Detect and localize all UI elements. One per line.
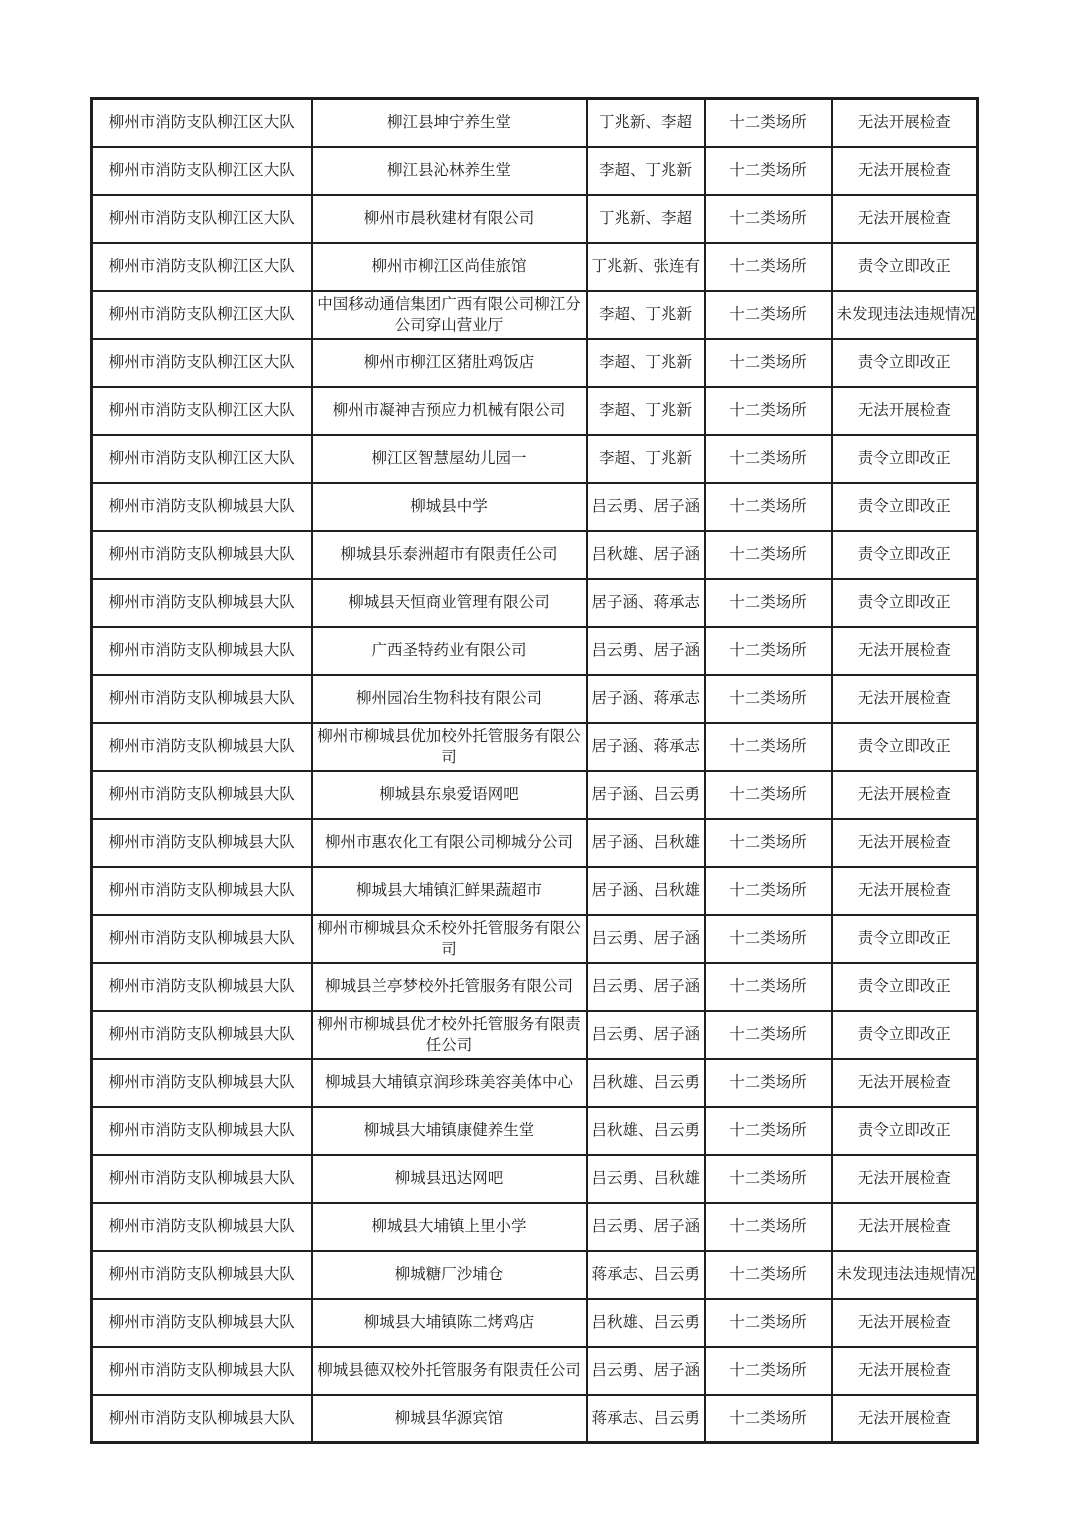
cell-department: 柳州市消防支队柳城县大队: [92, 579, 312, 627]
table-row: [92, 387, 978, 435]
cell-department: 柳州市消防支队柳城县大队: [92, 1347, 312, 1395]
cell-result: 责令立即改正: [832, 915, 978, 963]
cell-result: 无法开展检查: [832, 867, 978, 915]
cell-inspectors: 丁兆新、李超: [587, 195, 705, 243]
cell-category: 十二类场所: [705, 1155, 832, 1203]
table-row: [92, 99, 978, 147]
cell-department: 柳州市消防支队柳城县大队: [92, 1011, 312, 1059]
cell-place-name: 柳城县中学: [312, 483, 587, 531]
cell-place-name: 柳江县坤宁养生堂: [312, 99, 587, 147]
cell-result: 责令立即改正: [832, 483, 978, 531]
cell-inspectors: 吕云勇、居子涵: [587, 1011, 705, 1059]
cell-inspectors: 吕秋雄、吕云勇: [587, 1107, 705, 1155]
cell-result: 无法开展检查: [832, 1395, 978, 1443]
cell-inspectors: 吕秋雄、吕云勇: [587, 1059, 705, 1107]
cell-inspectors: 吕云勇、居子涵: [587, 627, 705, 675]
cell-place-name: 柳城县德双校外托管服务有限责任公司: [312, 1347, 587, 1395]
cell-category: 十二类场所: [705, 1011, 832, 1059]
cell-category: 十二类场所: [705, 147, 832, 195]
cell-result: 未发现违法违规情况: [832, 1251, 978, 1299]
cell-inspectors: 吕云勇、吕秋雄: [587, 1155, 705, 1203]
cell-category: 十二类场所: [705, 1107, 832, 1155]
cell-department: 柳州市消防支队柳城县大队: [92, 819, 312, 867]
table-row: [92, 435, 978, 483]
cell-category: 十二类场所: [705, 867, 832, 915]
table-row: [92, 1395, 978, 1443]
cell-result: 无法开展检查: [832, 819, 978, 867]
cell-department: 柳州市消防支队柳城县大队: [92, 1155, 312, 1203]
cell-inspectors: 吕秋雄、吕云勇: [587, 1299, 705, 1347]
cell-place-name: 柳城县大埔镇陈二烤鸡店: [312, 1299, 587, 1347]
cell-inspectors: 吕云勇、居子涵: [587, 1203, 705, 1251]
table-row: [92, 339, 978, 387]
cell-category: 十二类场所: [705, 1203, 832, 1251]
cell-place-name: 柳江区智慧屋幼儿园一: [312, 435, 587, 483]
cell-inspectors: 居子涵、蒋承志: [587, 675, 705, 723]
cell-inspectors: 吕秋雄、居子涵: [587, 531, 705, 579]
cell-result: 责令立即改正: [832, 243, 978, 291]
table-row: [92, 1299, 978, 1347]
table-row: [92, 195, 978, 243]
cell-place-name: 中国移动通信集团广西有限公司柳江分公司穿山营业厅: [312, 291, 587, 339]
cell-place-name: 柳城县天恒商业管理有限公司: [312, 579, 587, 627]
cell-result: 责令立即改正: [832, 435, 978, 483]
table-row: [92, 1059, 978, 1107]
cell-result: 无法开展检查: [832, 1059, 978, 1107]
cell-result: 无法开展检查: [832, 1299, 978, 1347]
table-row: [92, 963, 978, 1011]
cell-place-name: 柳州市柳城县众禾校外托管服务有限公司: [312, 915, 587, 963]
cell-category: 十二类场所: [705, 1395, 832, 1443]
cell-result: 未发现违法违规情况: [832, 291, 978, 339]
cell-category: 十二类场所: [705, 1251, 832, 1299]
cell-category: 十二类场所: [705, 963, 832, 1011]
cell-inspectors: 吕云勇、居子涵: [587, 963, 705, 1011]
cell-category: 十二类场所: [705, 771, 832, 819]
cell-result: 责令立即改正: [832, 963, 978, 1011]
cell-department: 柳州市消防支队柳城县大队: [92, 1395, 312, 1443]
table-body: [92, 99, 978, 1443]
cell-inspectors: 丁兆新、李超: [587, 99, 705, 147]
cell-result: 无法开展检查: [832, 1347, 978, 1395]
cell-place-name: 柳城县乐泰洲超市有限责任公司: [312, 531, 587, 579]
cell-department: 柳州市消防支队柳城县大队: [92, 915, 312, 963]
cell-category: 十二类场所: [705, 387, 832, 435]
cell-inspectors: 吕云勇、居子涵: [587, 915, 705, 963]
cell-category: 十二类场所: [705, 1059, 832, 1107]
table-row: [92, 579, 978, 627]
cell-department: 柳州市消防支队柳江区大队: [92, 195, 312, 243]
cell-department: 柳州市消防支队柳城县大队: [92, 627, 312, 675]
table-row: [92, 531, 978, 579]
cell-department: 柳州市消防支队柳城县大队: [92, 1107, 312, 1155]
cell-result: 责令立即改正: [832, 1107, 978, 1155]
cell-place-name: 柳城县迅达网吧: [312, 1155, 587, 1203]
cell-category: 十二类场所: [705, 435, 832, 483]
table-row: [92, 243, 978, 291]
cell-result: 责令立即改正: [832, 1011, 978, 1059]
cell-inspectors: 李超、丁兆新: [587, 435, 705, 483]
table-row: [92, 627, 978, 675]
table-row: [92, 675, 978, 723]
table-row: [92, 1155, 978, 1203]
cell-department: 柳州市消防支队柳城县大队: [92, 723, 312, 771]
table-row: [92, 1107, 978, 1155]
cell-place-name: 柳城县大埔镇汇鲜果蔬超市: [312, 867, 587, 915]
cell-department: 柳州市消防支队柳城县大队: [92, 531, 312, 579]
table-row: [92, 915, 978, 963]
cell-category: 十二类场所: [705, 195, 832, 243]
cell-category: 十二类场所: [705, 99, 832, 147]
cell-inspectors: 李超、丁兆新: [587, 387, 705, 435]
cell-inspectors: 吕云勇、居子涵: [587, 1347, 705, 1395]
cell-result: 责令立即改正: [832, 723, 978, 771]
cell-department: 柳州市消防支队柳江区大队: [92, 99, 312, 147]
cell-inspectors: 居子涵、吕秋雄: [587, 867, 705, 915]
table-row: [92, 819, 978, 867]
cell-department: 柳州市消防支队柳城县大队: [92, 867, 312, 915]
cell-department: 柳州市消防支队柳城县大队: [92, 675, 312, 723]
table-row: [92, 1251, 978, 1299]
cell-result: 无法开展检查: [832, 1155, 978, 1203]
cell-department: 柳州市消防支队柳城县大队: [92, 963, 312, 1011]
cell-department: 柳州市消防支队柳城县大队: [92, 1203, 312, 1251]
cell-place-name: 柳城县兰亭梦校外托管服务有限公司: [312, 963, 587, 1011]
cell-department: 柳州市消防支队柳江区大队: [92, 291, 312, 339]
cell-category: 十二类场所: [705, 243, 832, 291]
cell-category: 十二类场所: [705, 915, 832, 963]
cell-inspectors: 居子涵、蒋承志: [587, 723, 705, 771]
table-row: [92, 771, 978, 819]
cell-result: 无法开展检查: [832, 627, 978, 675]
cell-place-name: 柳城县大埔镇上里小学: [312, 1203, 587, 1251]
cell-department: 柳州市消防支队柳江区大队: [92, 435, 312, 483]
cell-place-name: 柳江县沁林养生堂: [312, 147, 587, 195]
cell-result: 无法开展检查: [832, 675, 978, 723]
cell-place-name: 柳州市柳江区猪肚鸡饭店: [312, 339, 587, 387]
cell-inspectors: 居子涵、吕秋雄: [587, 819, 705, 867]
cell-place-name: 广西圣特药业有限公司: [312, 627, 587, 675]
cell-place-name: 柳州市柳江区尚佳旅馆: [312, 243, 587, 291]
cell-inspectors: 丁兆新、张连有: [587, 243, 705, 291]
cell-category: 十二类场所: [705, 291, 832, 339]
cell-department: 柳州市消防支队柳江区大队: [92, 387, 312, 435]
table-row: [92, 1011, 978, 1059]
table-row: [92, 723, 978, 771]
table-row: [92, 483, 978, 531]
cell-result: 无法开展检查: [832, 1203, 978, 1251]
cell-department: 柳州市消防支队柳江区大队: [92, 147, 312, 195]
cell-inspectors: 吕云勇、居子涵: [587, 483, 705, 531]
cell-inspectors: 李超、丁兆新: [587, 291, 705, 339]
cell-category: 十二类场所: [705, 675, 832, 723]
cell-place-name: 柳州市柳城县优才校外托管服务有限责任公司: [312, 1011, 587, 1059]
cell-category: 十二类场所: [705, 483, 832, 531]
cell-category: 十二类场所: [705, 1299, 832, 1347]
cell-result: 责令立即改正: [832, 531, 978, 579]
cell-category: 十二类场所: [705, 531, 832, 579]
cell-place-name: 柳州市晨秋建材有限公司: [312, 195, 587, 243]
cell-place-name: 柳城县大埔镇康健养生堂: [312, 1107, 587, 1155]
cell-place-name: 柳州市惠农化工有限公司柳城分公司: [312, 819, 587, 867]
cell-department: 柳州市消防支队柳江区大队: [92, 243, 312, 291]
cell-place-name: 柳城县大埔镇京润珍珠美容美体中心: [312, 1059, 587, 1107]
fire-inspection-table: [90, 97, 979, 1444]
cell-department: 柳州市消防支队柳江区大队: [92, 339, 312, 387]
cell-place-name: 柳州市柳城县优加校外托管服务有限公司: [312, 723, 587, 771]
cell-category: 十二类场所: [705, 819, 832, 867]
cell-inspectors: 蒋承志、吕云勇: [587, 1395, 705, 1443]
table-row: [92, 1347, 978, 1395]
cell-category: 十二类场所: [705, 627, 832, 675]
table-row: [92, 147, 978, 195]
cell-inspectors: 李超、丁兆新: [587, 339, 705, 387]
table-row: [92, 867, 978, 915]
table-row: [92, 1203, 978, 1251]
cell-department: 柳州市消防支队柳城县大队: [92, 771, 312, 819]
cell-place-name: 柳城县华源宾馆: [312, 1395, 587, 1443]
cell-department: 柳州市消防支队柳城县大队: [92, 1251, 312, 1299]
cell-category: 十二类场所: [705, 339, 832, 387]
cell-inspectors: 居子涵、吕云勇: [587, 771, 705, 819]
cell-category: 十二类场所: [705, 579, 832, 627]
cell-result: 无法开展检查: [832, 195, 978, 243]
cell-result: 责令立即改正: [832, 339, 978, 387]
cell-department: 柳州市消防支队柳城县大队: [92, 483, 312, 531]
cell-result: 无法开展检查: [832, 99, 978, 147]
cell-place-name: 柳州市凝神吉预应力机械有限公司: [312, 387, 587, 435]
cell-place-name: 柳城糖厂沙埔仓: [312, 1251, 587, 1299]
cell-result: 无法开展检查: [832, 771, 978, 819]
cell-place-name: 柳城县东泉爱语网吧: [312, 771, 587, 819]
cell-category: 十二类场所: [705, 723, 832, 771]
cell-inspectors: 蒋承志、吕云勇: [587, 1251, 705, 1299]
table-row: [92, 291, 978, 339]
cell-department: 柳州市消防支队柳城县大队: [92, 1059, 312, 1107]
cell-category: 十二类场所: [705, 1347, 832, 1395]
cell-inspectors: 李超、丁兆新: [587, 147, 705, 195]
cell-place-name: 柳州园冶生物科技有限公司: [312, 675, 587, 723]
cell-department: 柳州市消防支队柳城县大队: [92, 1299, 312, 1347]
cell-result: 无法开展检查: [832, 387, 978, 435]
cell-inspectors: 居子涵、蒋承志: [587, 579, 705, 627]
cell-result: 责令立即改正: [832, 579, 978, 627]
cell-result: 无法开展检查: [832, 147, 978, 195]
